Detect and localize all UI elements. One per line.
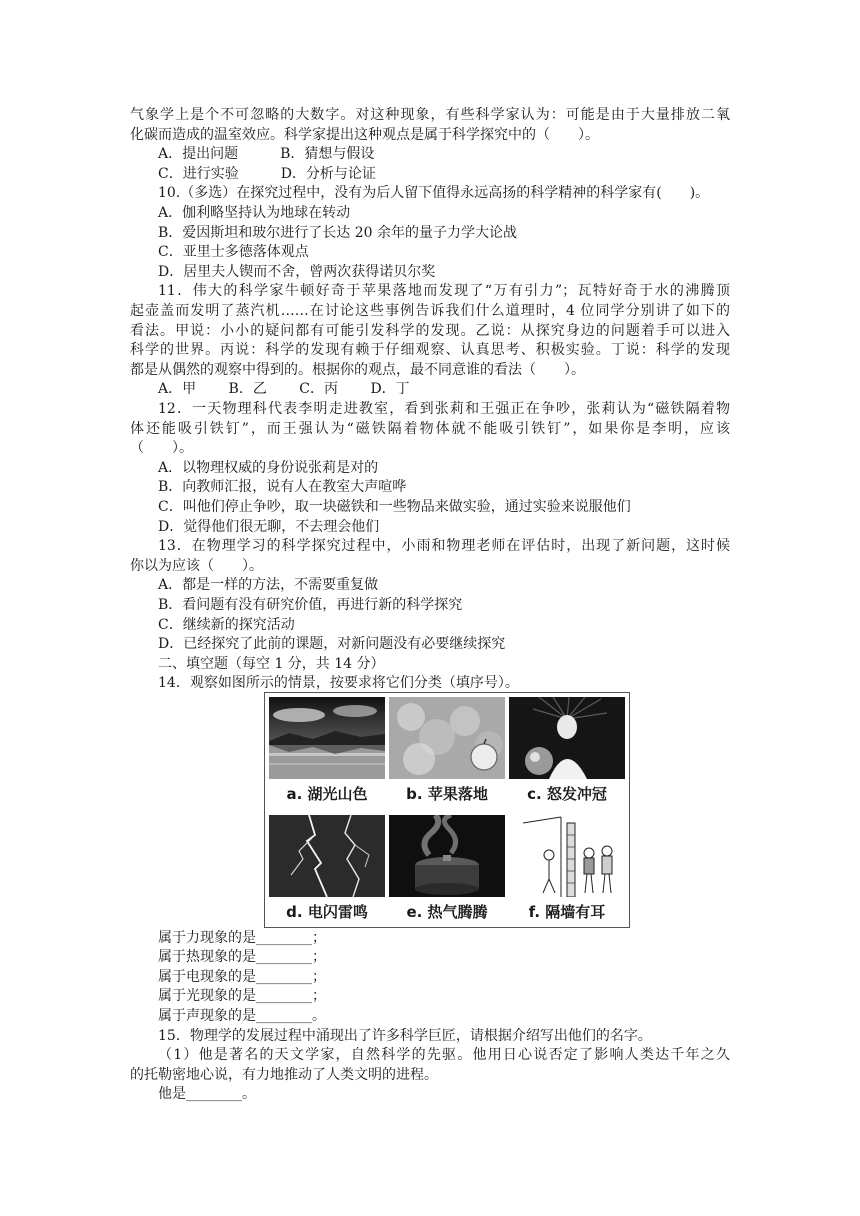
steaming-pot-photo xyxy=(389,815,505,897)
lightning-photo xyxy=(269,815,385,897)
hair-standing-photo xyxy=(509,697,625,779)
lake-landscape-photo xyxy=(269,697,385,779)
q10-option-d: D．居里夫人锲而不舍，曾两次获得诺贝尔奖 xyxy=(158,264,436,280)
blank-heat: 属于热现象的是________； xyxy=(158,949,326,965)
q11-text-line-4: 科学的世界。丙说：科学的发现有赖于仔细观察、认真思考、积极实验。丁说：科学的发现 xyxy=(130,342,730,358)
q11-text-line-2: 起壶盖而发明了蒸汽机……在讨论这些事例告诉我们什么道理时，4 位同学分别讲了如下的 xyxy=(130,303,730,319)
q11-text-line-5: 都是从偶然的观察中得到的。根据你的观点，最不同意谁的看法（ ）。 xyxy=(130,362,585,378)
q11-text-line-3: 看法。甲说：小小的疑问都有可能引发科学的发现。乙说：从探究身边的问题着手可以进入 xyxy=(130,323,730,339)
falling-apple-photo xyxy=(389,697,505,779)
q12-option-d: D．觉得他们很无聊，不去理会他们 xyxy=(158,519,380,535)
q12-text-line-3: （ ）。 xyxy=(130,440,193,456)
q11-text-line-1: 11．伟大的科学家牛顿好奇于苹果落地而发现了“万有引力”；瓦特好奇于水的沸腾顶 xyxy=(158,283,730,299)
q9-options-ab: A．提出问题 B．猜想与假设 xyxy=(158,146,375,162)
q12-text-line-2: 体还能吸引铁钉”，而王强认为“磁铁隔着物体就不能吸引铁钉”，如果你是李明，应该 xyxy=(130,421,730,437)
q9-options-cd: C．进行实验 D．分析与论证 xyxy=(158,166,376,182)
section-heading-fill-in: 二、填空题（每空 1 分，共 14 分） xyxy=(158,656,385,672)
q9-text-line-2: 化碳而造成的温室效应。科学家提出这种观点是属于科学探究中的（ ）。 xyxy=(130,127,599,143)
q9-text-line-1: 气象学上是个不可忽略的大数字。对这种现象，有些科学家认为：可能是由于大量排放二氧 xyxy=(130,107,730,123)
q12-option-a: A．以物理权威的身份说张莉是对的 xyxy=(158,460,379,476)
q12-option-b: B．向教师汇报，说有人在教室大声喧哗 xyxy=(158,479,407,495)
q13-option-b: B．看问题有没有研究价值，再进行新的科学探究 xyxy=(158,597,463,613)
blank-sound: 属于声现象的是________。 xyxy=(158,1008,326,1024)
q15-stem: 15．物理学的发展过程中涌现出了许多科学巨匠，请根据介绍写出他们的名字。 xyxy=(158,1028,652,1044)
caption-c: c. 怒发冲冠 xyxy=(527,785,607,803)
q10-option-a: A．伽利略坚持认为地球在转动 xyxy=(158,205,351,221)
q10-stem: 10.（多选）在探究过程中，没有为后人留下值得永远高扬的科学精神的科学家有( )。 xyxy=(158,185,710,201)
blank-force: 属于力现象的是________； xyxy=(158,930,326,946)
q11-options: A．甲 B．乙 C．丙 D．丁 xyxy=(158,381,410,397)
eavesdrop-drawing xyxy=(509,815,625,897)
caption-d: d. 电闪雷鸣 xyxy=(286,903,368,921)
q13-option-a: A．都是一样的方法，不需要重复做 xyxy=(158,577,379,593)
q13-text-line-2: 你以为应该（ ）。 xyxy=(130,558,263,574)
q10-option-b: B．爱因斯坦和玻尔进行了长达 20 余年的量子力学大论战 xyxy=(158,225,518,241)
caption-b: b. 苹果落地 xyxy=(406,785,488,803)
caption-a: a. 湖光山色 xyxy=(286,785,368,803)
q12-text-line-1: 12．一天物理科代表李明走进教室，看到张莉和王强正在争吵，张莉认为“磁铁隔着物 xyxy=(158,401,730,417)
blank-electric: 属于电现象的是________； xyxy=(158,969,326,985)
q13-text-line-1: 13．在物理学习的科学探究过程中，小雨和物理老师在评估时，出现了新问题，这时候 xyxy=(158,538,730,554)
caption-e: e. 热气腾腾 xyxy=(406,903,488,921)
q13-option-c: C．继续新的探究活动 xyxy=(158,617,295,633)
q13-option-d: D．已经探究了此前的课题，对新问题没有必要继续探究 xyxy=(158,636,506,652)
q15-part1-line-2: 的托勒密地心说，有力地推动了人类文明的进程。 xyxy=(130,1067,438,1083)
q15-part1-line-1: （1）他是著名的天文学家，自然科学的先驱。他用日心说否定了影响人类达千年之久 xyxy=(158,1047,730,1063)
q14-figure xyxy=(264,692,630,928)
caption-f: f. 隔墙有耳 xyxy=(528,903,606,921)
q15-part1-answer: 他是________。 xyxy=(158,1086,256,1102)
q14-stem: 14．观察如图所示的情景，按要求将它们分类（填序号）。 xyxy=(158,675,519,691)
q10-option-c: C．亚里士多德落体观点 xyxy=(158,244,309,260)
blank-light: 属于光现象的是________； xyxy=(158,988,326,1004)
q12-option-c: C．叫他们停止争吵，取一块磁铁和一些物品来做实验，通过实验来说服他们 xyxy=(158,499,631,515)
